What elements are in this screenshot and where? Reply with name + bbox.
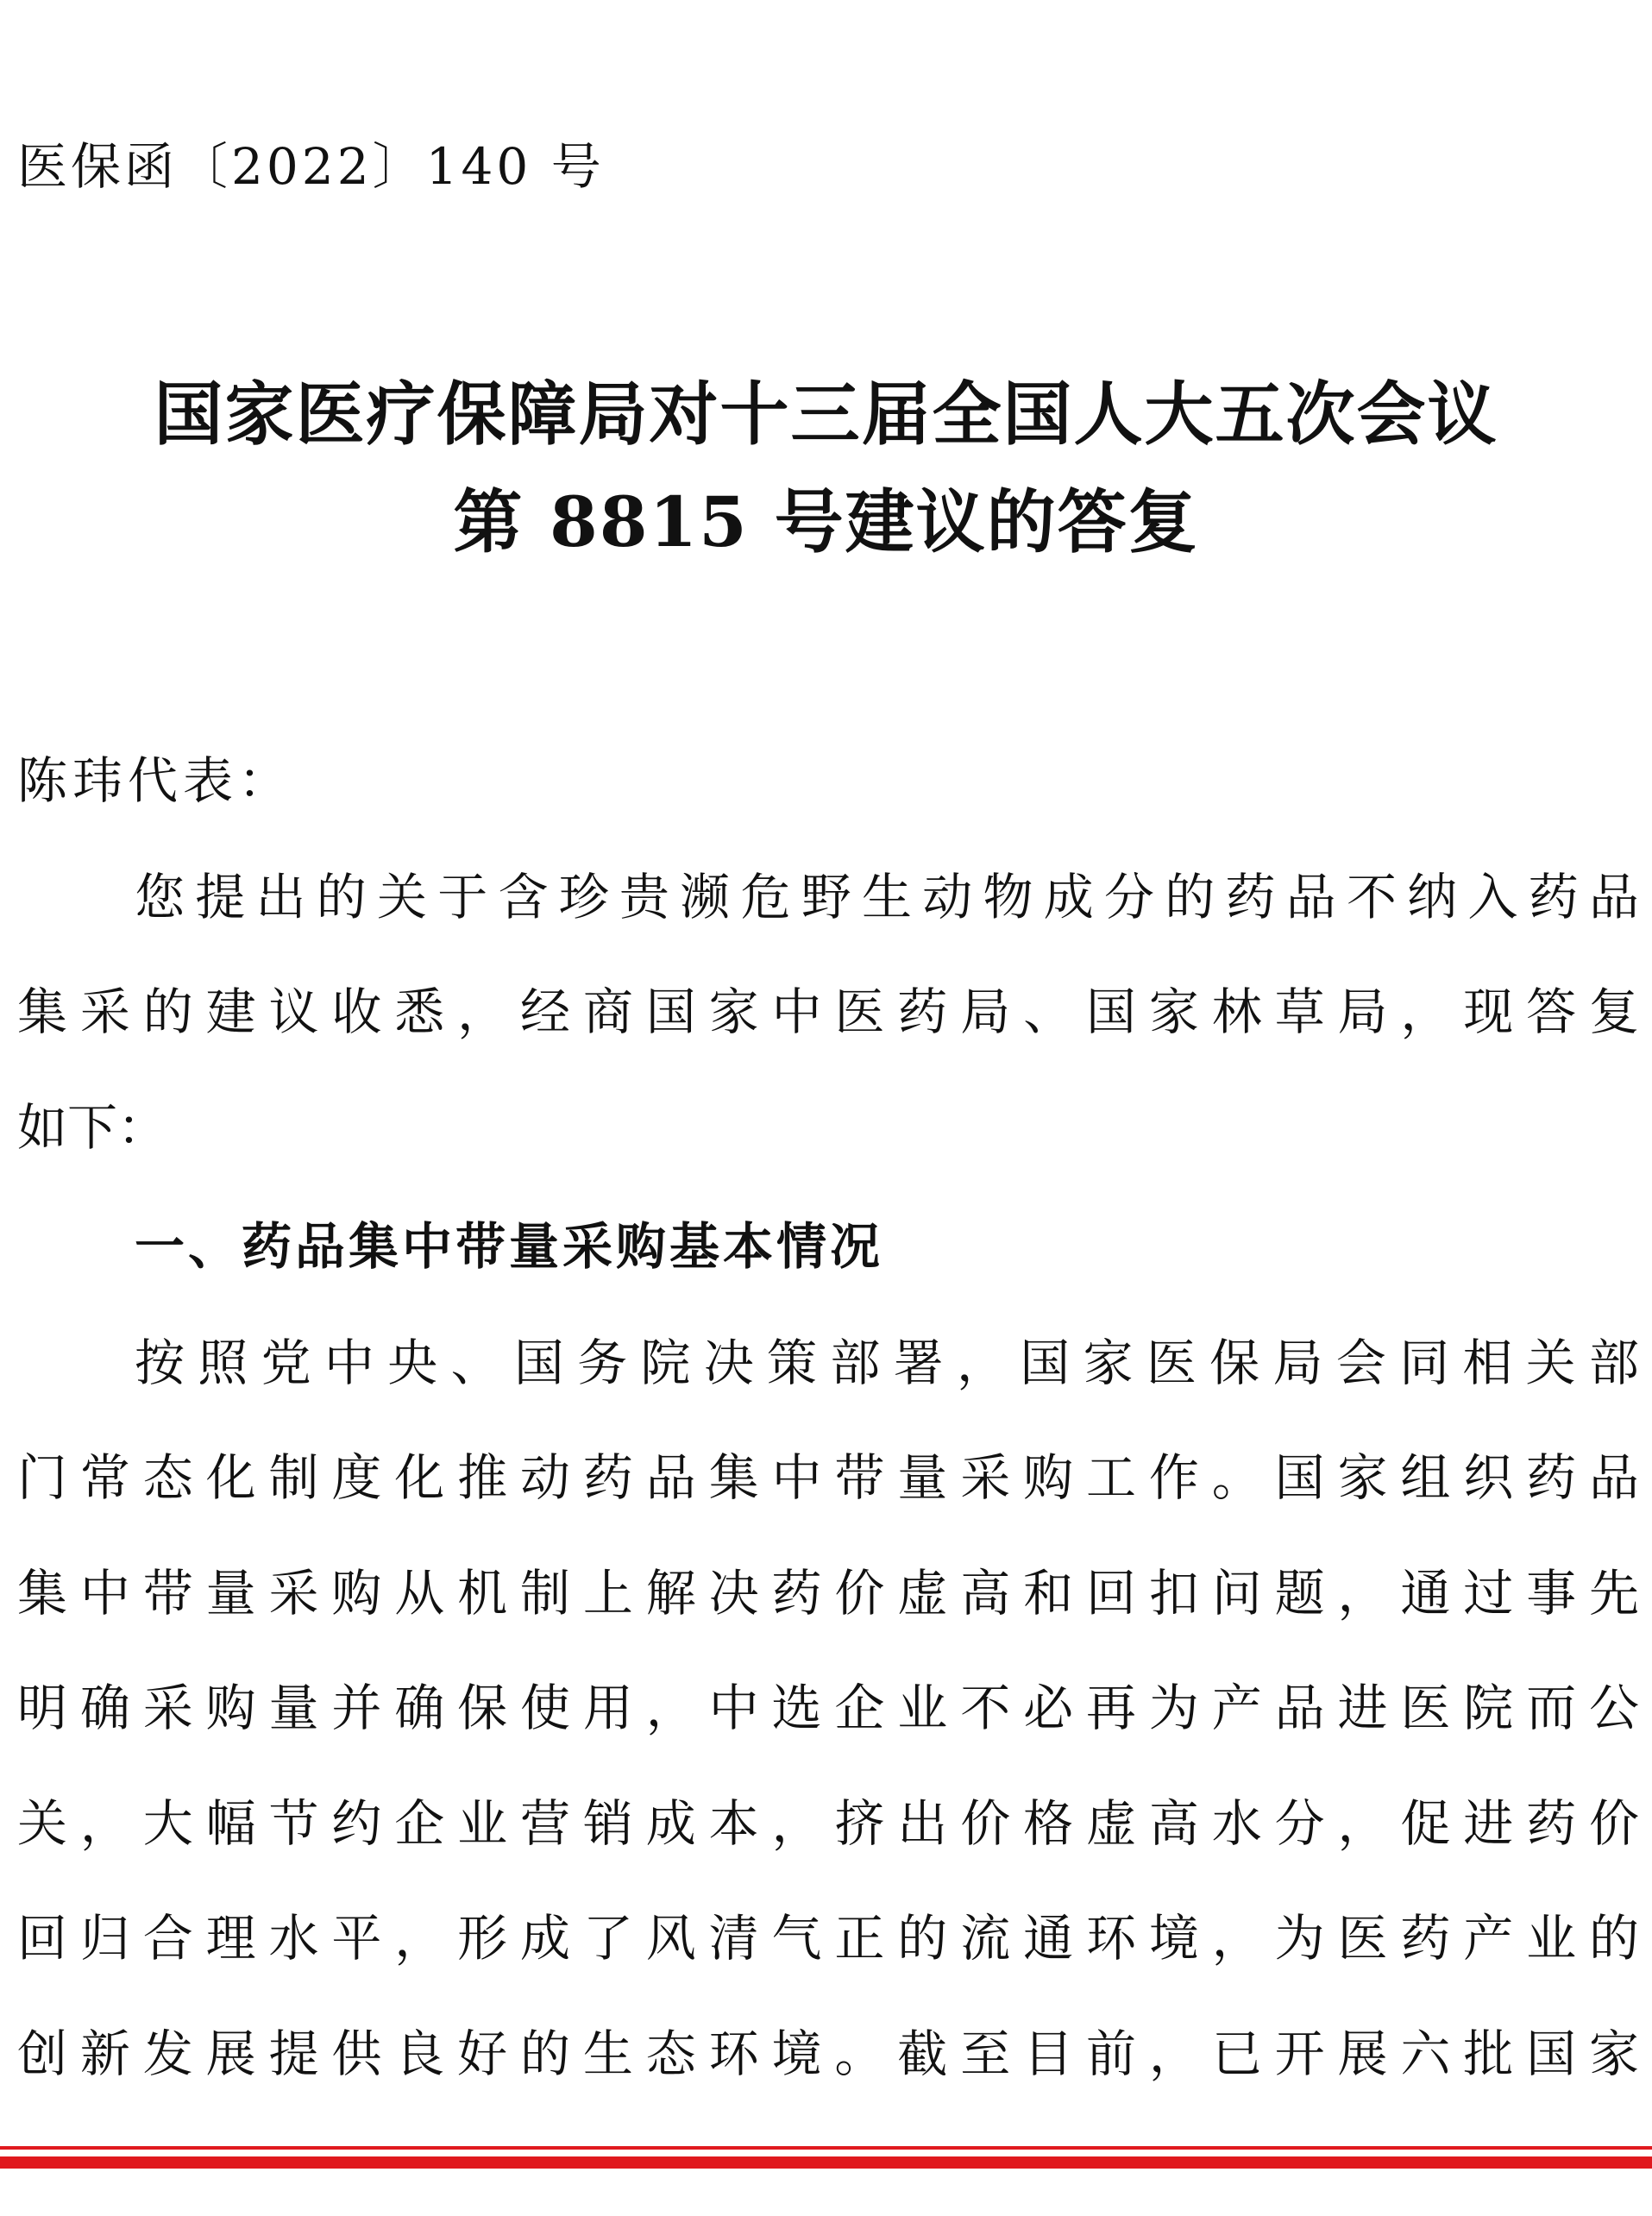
document-title-line-1: 国家医疗保障局对十三届全国人大五次会议	[154, 374, 1498, 455]
paragraph-2-line-7: 创新发展提供良好的生态环境。截至目前，已开展六批国家	[17, 2025, 1639, 2083]
paragraph-2-line-1: 按照党中央、国务院决策部署，国家医保局会同相关部	[135, 1334, 1639, 1392]
document-number: 医保函〔2022〕140 号	[17, 137, 605, 196]
paragraph-1-line-3: 如下：	[17, 1098, 168, 1157]
document-title-line-2: 第 8815 号建议的答复	[453, 481, 1199, 562]
paragraph-1-line-1: 您提出的关于含珍贵濒危野生动物成分的药品不纳入药品	[135, 868, 1639, 926]
paragraph-1-line-2: 集采的建议收悉，经商国家中医药局、国家林草局，现答复	[17, 982, 1639, 1041]
paragraph-2-line-5: 关，大幅节约企业营销成本，挤出价格虚高水分，促进药价	[17, 1794, 1639, 1853]
salutation: 陈玮代表：	[17, 751, 294, 810]
paragraph-2-line-6: 回归合理水平，形成了风清气正的流通环境，为医药产业的	[17, 1909, 1639, 1968]
paragraph-2-line-2: 门常态化制度化推动药品集中带量采购工作。国家组织药品	[17, 1448, 1639, 1507]
paragraph-2-line-3: 集中带量采购从机制上解决药价虚高和回扣问题，通过事先	[17, 1564, 1639, 1623]
section-heading-1: 一、药品集中带量采购基本情况	[135, 1217, 884, 1276]
footer-red-rule-thin	[0, 2146, 1652, 2150]
footer-red-rule-thick	[0, 2156, 1652, 2169]
paragraph-2-line-4: 明确采购量并确保使用，中选企业不必再为产品进医院而公	[17, 1679, 1639, 1737]
